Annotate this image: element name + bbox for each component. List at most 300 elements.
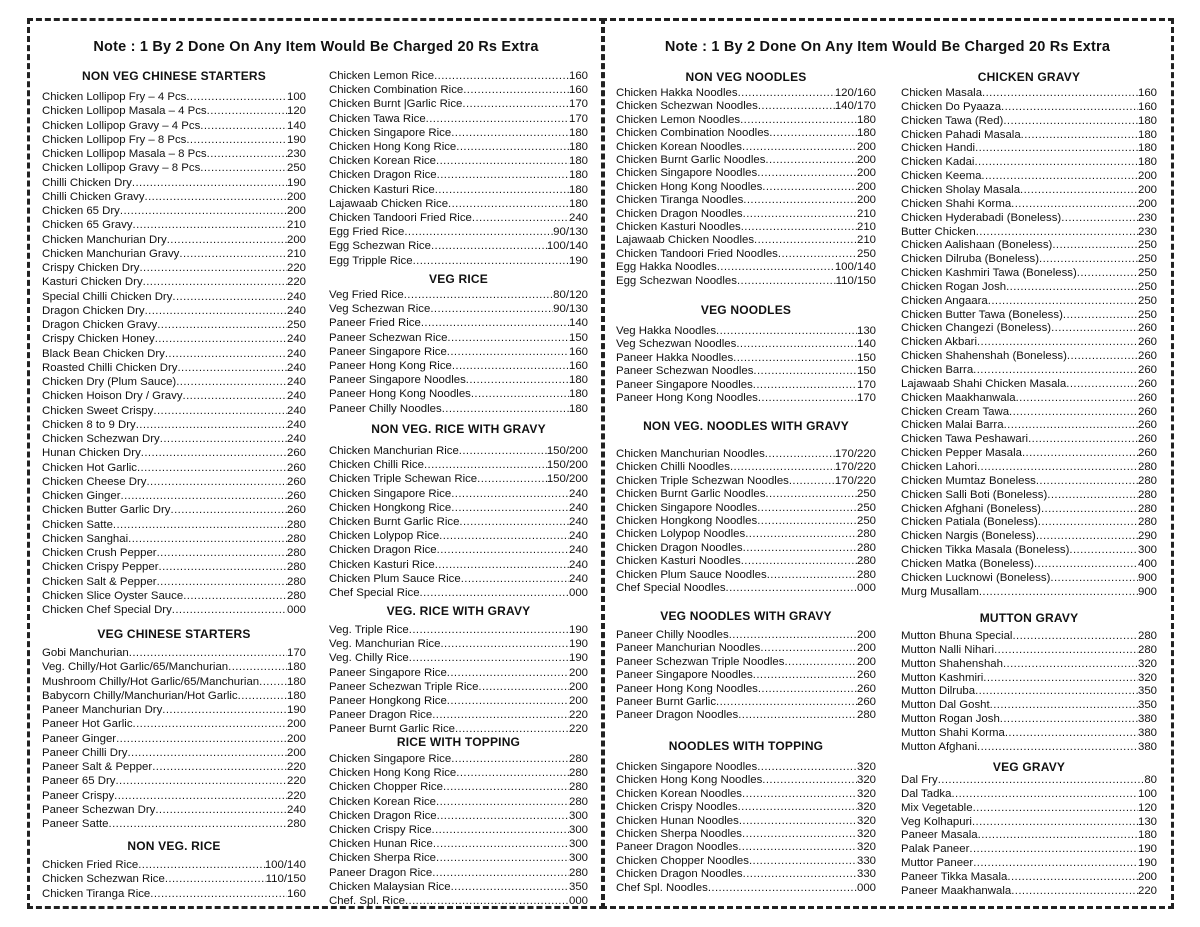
item-name: Chicken Aalishaan (Boneless) <box>901 239 1053 252</box>
dot-leader <box>186 90 287 104</box>
item-price: 210 <box>856 207 876 220</box>
dot-leader <box>447 666 569 680</box>
menu-item <box>616 642 876 655</box>
item-name: Egg Tripple Rice <box>329 254 413 267</box>
item-name: Paneer Schezwan Rice <box>329 331 448 344</box>
item-name: Chicken Hunan Noodles <box>616 814 739 827</box>
menu-item <box>616 154 876 167</box>
item-name: Chicken Hong Kong Noodles <box>616 774 763 787</box>
item-name: Kasturi Chicken Dry <box>42 276 143 289</box>
menu-item <box>329 373 588 387</box>
item-price: 280 <box>856 555 876 568</box>
menu-item <box>901 87 1157 101</box>
dot-leader <box>413 254 569 268</box>
dot-leader <box>159 560 287 574</box>
menu-item <box>616 788 876 801</box>
item-name: Chicken Handi <box>901 142 976 155</box>
menu-item <box>329 140 588 154</box>
dot-leader <box>451 752 569 766</box>
menu-panel-left <box>27 18 605 909</box>
item-name: Chicken Satte <box>42 518 113 531</box>
item-name: Chicken Rogan Josh <box>901 280 1007 293</box>
item-name: Chicken Patiala (Boneless) <box>901 516 1038 529</box>
menu-item <box>329 708 588 722</box>
item-name: Chicken Lollipop Masala – 4 Pcs <box>42 105 207 118</box>
item-price: 250 <box>1137 253 1157 266</box>
item-price: 300 <box>568 838 588 851</box>
item-price: 130 <box>1137 815 1157 828</box>
item-name: Paneer Fried Rice <box>329 317 421 330</box>
dot-leader <box>994 644 1138 658</box>
item-price: 200 <box>568 666 588 679</box>
item-name: Chicken Lucknowi (Boneless) <box>901 571 1051 584</box>
item-price: 000 <box>286 604 306 616</box>
item-name: Veg Schezwan Noodles <box>616 338 737 351</box>
dot-leader <box>133 218 287 232</box>
item-name: Veg. Triple Rice <box>329 624 409 636</box>
item-price: 200 <box>856 194 876 207</box>
item-price: 260 <box>1137 364 1157 376</box>
dot-leader <box>133 717 287 731</box>
dot-leader <box>451 126 569 140</box>
item-price: 260 <box>1137 377 1157 390</box>
item-name: Paneer Manchurian Dry <box>42 704 163 716</box>
dot-leader <box>1022 447 1138 461</box>
menu-item <box>42 803 306 817</box>
menu-item <box>329 809 588 823</box>
item-price: 260 <box>856 669 876 682</box>
menu-item <box>616 234 876 247</box>
menu-item <box>329 112 588 126</box>
dot-leader <box>973 857 1138 871</box>
dot-leader <box>113 518 287 532</box>
menu-item <box>42 446 306 460</box>
menu-item <box>901 267 1157 281</box>
item-name: Chicken Combination Rice <box>329 84 464 97</box>
dot-leader <box>421 316 569 330</box>
dot-leader <box>448 197 569 211</box>
item-name: Paneer Hong Kong Noodles <box>329 388 471 401</box>
dot-leader <box>765 154 857 167</box>
dot-leader <box>757 167 857 180</box>
item-price: 180 <box>568 388 588 401</box>
menu-item <box>616 569 876 582</box>
item-price: 250 <box>1137 280 1157 293</box>
menu-item <box>42 732 306 746</box>
menu-item <box>42 176 306 190</box>
dot-leader <box>132 176 287 190</box>
dot-leader <box>743 194 857 207</box>
item-price: 230 <box>1137 211 1157 224</box>
item-name: Paneer Hong Kong Rice <box>329 360 452 372</box>
menu-item <box>901 226 1157 240</box>
item-name: Paneer Satte <box>42 818 109 830</box>
item-price: 320 <box>856 828 876 840</box>
item-price: 380 <box>1137 713 1157 726</box>
dot-leader <box>434 69 569 83</box>
item-name: Chicken Salli Boti (Boneless) <box>901 488 1048 501</box>
item-price: 200 <box>856 642 876 655</box>
dot-leader <box>200 119 287 133</box>
dot-leader <box>437 809 569 823</box>
dot-leader <box>753 365 857 378</box>
item-price: 180 <box>568 197 588 210</box>
menu-item <box>616 448 876 461</box>
section-title: NOODLES WITH TOPPING <box>668 739 824 753</box>
item-price: 320 <box>856 841 876 854</box>
menu-item <box>329 83 588 97</box>
menu-item <box>616 761 876 774</box>
item-price: 180 <box>286 661 306 674</box>
menu-item <box>616 338 876 351</box>
dot-leader <box>983 672 1138 686</box>
item-price: 200 <box>286 233 306 246</box>
item-name: Mutton Bhuna Special <box>901 630 1013 642</box>
item-price: 180 <box>1137 128 1157 141</box>
item-name: Chicken 65 Dry <box>42 205 120 217</box>
item-name: Chicken Manchurian Dry <box>42 233 167 246</box>
item-name: Crispy Chicken Honey <box>42 333 155 346</box>
item-name: Chicken Burnt Garlic Rice <box>329 516 460 528</box>
menu-item <box>901 489 1157 503</box>
menu-item <box>42 603 306 617</box>
item-name: Paneer Maakhanwala <box>901 884 1012 897</box>
dot-leader <box>990 699 1138 713</box>
menu-item <box>616 502 876 515</box>
item-name: Chicken Sweet Crispy <box>42 404 154 417</box>
dot-leader <box>951 788 1138 802</box>
item-name: Chicken Tawa Peshawari <box>901 433 1029 446</box>
item-price: 170 <box>856 378 876 391</box>
item-name: Chicken Akbari <box>901 336 977 349</box>
item-price: 100 <box>286 91 306 103</box>
item-name: Chef Spl. Noodles <box>616 881 708 894</box>
item-price: 320 <box>1137 671 1157 684</box>
item-price: 260 <box>1137 350 1157 363</box>
item-name: Chicken Butter Tawa (Boneless) <box>901 308 1063 321</box>
dot-leader <box>207 147 287 161</box>
menu-item <box>901 447 1157 461</box>
item-price: 240 <box>568 487 588 500</box>
item-name: Chicken Lollipop Gravy – 4 Pcs <box>42 119 201 132</box>
item-name: Chicken Manchurian Rice <box>329 445 459 457</box>
dot-leader <box>741 555 857 568</box>
menu-item <box>42 261 306 275</box>
item-price: 180 <box>286 675 306 688</box>
menu-item <box>901 658 1157 672</box>
item-name: Chicken Chef Special Dry <box>42 604 172 616</box>
item-name: Dragon Chicken Gravy <box>42 319 158 331</box>
menu-item <box>329 837 588 851</box>
item-name: Paneer Schezwan Triple Noodles <box>616 655 785 668</box>
dot-leader <box>109 817 287 831</box>
menu-item <box>616 528 876 541</box>
menu-item <box>901 885 1157 899</box>
item-name: Paneer Singapore Rice <box>329 666 447 679</box>
section-title: RICE WITH TOPPING <box>396 735 521 749</box>
section-title: NON VEG NOODLES <box>685 70 807 84</box>
item-name: Chicken Hyderabadi (Boneless) <box>901 211 1062 224</box>
menu-item <box>616 127 876 140</box>
menu-item <box>901 741 1157 755</box>
dot-leader <box>435 183 569 197</box>
dot-leader <box>743 208 857 221</box>
menu-item <box>616 555 876 568</box>
item-name: Chicken Chilli Noodles <box>616 461 730 474</box>
item-price: 210 <box>286 247 306 260</box>
menu-item <box>329 254 588 268</box>
item-price: 250 <box>1137 308 1157 321</box>
dot-leader <box>976 226 1138 240</box>
item-price: 140 <box>286 119 306 132</box>
item-price: 280 <box>568 795 588 808</box>
item-price: 200 <box>1137 170 1157 183</box>
dot-leader <box>447 345 569 359</box>
menu-item <box>329 197 588 211</box>
item-name: Chicken Tandoori Fried Rice <box>329 212 472 224</box>
menu-item <box>42 675 306 689</box>
menu-item <box>42 161 306 175</box>
item-price: 100/140 <box>546 240 588 253</box>
dot-leader <box>459 444 547 458</box>
item-name: Egg Fried Rice <box>329 226 405 239</box>
item-name: Paneer Burnt Garlic Rice <box>329 723 455 736</box>
item-price: 280 <box>286 547 306 559</box>
menu-item <box>616 815 876 828</box>
item-name: Paneer Chilly Noodles <box>616 629 729 641</box>
item-name: Paneer Tikka Masala <box>901 870 1008 883</box>
menu-item <box>616 709 876 722</box>
dot-leader <box>740 114 857 127</box>
item-name: Black Bean Chicken Dry <box>42 347 165 360</box>
menu-item <box>329 168 588 182</box>
item-name: Chicken Lolypop Rice <box>329 530 440 543</box>
menu-item <box>616 882 876 895</box>
dot-leader <box>127 746 287 760</box>
item-name: Paneer Masala <box>901 829 978 842</box>
item-name: Chicken Korean Noodles <box>616 787 743 800</box>
item-name: Muttor Paneer <box>901 857 974 870</box>
item-name: Crispy Chicken Dry <box>42 262 140 274</box>
dot-leader <box>1036 475 1138 489</box>
menu-item <box>901 198 1157 212</box>
dot-leader <box>1001 101 1138 115</box>
dot-leader <box>1012 630 1138 644</box>
dot-leader <box>758 683 857 696</box>
menu-item <box>329 780 588 794</box>
menu-item <box>616 841 876 854</box>
dot-leader <box>447 694 569 708</box>
item-name: Chicken Malai Barra <box>901 419 1004 432</box>
item-name: Chicken Hong Kong Rice <box>329 767 457 780</box>
menu-item <box>616 696 876 709</box>
dot-leader <box>730 461 835 474</box>
item-name: Paneer Ginger <box>42 732 117 745</box>
item-name: Chicken Singapore Rice <box>329 753 452 765</box>
dot-leader <box>176 375 287 389</box>
item-name: Hunan Chicken Dry <box>42 447 141 460</box>
menu-item <box>901 727 1157 741</box>
item-name: Paneer Hakka Noodles <box>616 351 734 364</box>
item-name: Chicken Burnt Garlic Noodles <box>616 488 766 501</box>
menu-item <box>901 475 1157 489</box>
item-price: 240 <box>286 418 306 431</box>
item-price: 160 <box>1137 87 1157 99</box>
dot-leader <box>207 104 287 118</box>
item-price: 80/120 <box>553 289 588 301</box>
item-name: Paneer Hong Kong Noodles <box>616 682 758 695</box>
dot-leader <box>1011 198 1138 212</box>
item-name: Chicken Crispy Noodles <box>616 801 738 814</box>
dot-leader <box>157 546 287 560</box>
item-name: Chicken Cheese Dry <box>42 475 147 488</box>
menu-item <box>616 181 876 194</box>
item-price: 280 <box>1137 630 1157 642</box>
dot-leader <box>1063 309 1138 323</box>
dot-leader <box>1028 433 1138 447</box>
menu-item <box>42 717 306 731</box>
item-price: 240 <box>286 390 306 403</box>
dot-leader <box>461 572 569 586</box>
dot-leader <box>442 402 569 416</box>
menu-item <box>329 183 588 197</box>
menu-item <box>616 365 876 378</box>
item-price: 200 <box>1137 870 1157 883</box>
dot-leader <box>717 261 835 274</box>
menu-item <box>616 167 876 180</box>
item-name: Chicken Hunan Rice <box>329 838 433 851</box>
menu-item <box>616 629 876 642</box>
menu-item <box>42 147 306 161</box>
item-name: Mutton Shahi Korma <box>901 726 1005 739</box>
menu-item <box>329 239 588 253</box>
dot-leader <box>1067 350 1138 364</box>
dot-leader <box>749 855 857 868</box>
dot-leader <box>716 325 857 338</box>
item-name: Chicken Singapore Noodles <box>616 501 758 514</box>
dot-leader <box>128 532 287 546</box>
dot-leader <box>435 558 569 572</box>
dot-leader <box>736 338 857 351</box>
item-price: 160 <box>568 70 588 82</box>
item-price: 210 <box>856 221 876 233</box>
menu-item <box>329 795 588 809</box>
dot-leader <box>726 582 857 595</box>
item-name: Chicken Plum Sauce Rice <box>329 572 461 585</box>
dot-leader <box>167 233 287 247</box>
item-name: Chicken Singapore Rice <box>329 126 452 139</box>
item-price: 120/160 <box>834 87 876 99</box>
menu-item <box>42 532 306 546</box>
section-title: NON VEG. RICE WITH GRAVY <box>371 422 546 436</box>
item-price: 320 <box>856 814 876 827</box>
item-price: 240 <box>568 544 588 557</box>
item-price: 170 <box>568 98 588 111</box>
item-price: 330 <box>856 868 876 881</box>
item-name: Paneer Chilly Noodles <box>329 402 442 415</box>
item-name: Mutton Dilruba <box>901 685 976 698</box>
menu-item <box>42 872 306 886</box>
item-name: Chicken Lolypop Noodles <box>616 528 746 541</box>
dot-leader <box>155 332 287 346</box>
item-name: Chicken Chilli Rice <box>329 459 424 472</box>
item-price: 80 <box>1144 774 1157 786</box>
dot-leader <box>157 318 287 332</box>
item-name: Chicken Keema <box>901 170 982 183</box>
item-price: 280 <box>1137 474 1157 487</box>
item-price: 190 <box>1137 857 1157 870</box>
item-price: 280 <box>1137 643 1157 656</box>
item-name: Chilli Chicken Gravy <box>42 190 145 203</box>
item-name: Chicken Shahenshah (Boneless) <box>901 350 1067 363</box>
item-price: 900 <box>1137 585 1157 598</box>
item-name: Chicken Pahadi Masala <box>901 128 1021 141</box>
menu-item <box>329 225 588 239</box>
item-price: 200 <box>568 680 588 693</box>
item-name: Mutton Shahenshah <box>901 657 1003 670</box>
item-price: 250 <box>856 501 876 514</box>
item-price: 130 <box>856 325 876 337</box>
dot-leader <box>409 623 569 637</box>
item-name: Chicken Burnt |Garlic Rice <box>329 98 463 111</box>
item-price: 170 <box>568 112 588 125</box>
item-name: Lajawaab Chicken Rice <box>329 197 449 210</box>
item-price: 160 <box>1137 100 1157 113</box>
menu-item <box>901 101 1157 115</box>
item-name: Veg Kolhapuri <box>901 815 972 828</box>
item-price: 170/220 <box>834 448 876 460</box>
dot-leader <box>977 461 1138 475</box>
item-name: Chicken Kadai <box>901 156 975 169</box>
dot-leader <box>436 154 569 168</box>
dot-leader <box>177 361 287 375</box>
dot-leader <box>462 97 569 111</box>
item-price: 240 <box>568 572 588 585</box>
dot-leader <box>431 239 547 253</box>
menu-item <box>329 851 588 865</box>
item-name: Paneer Dragon Noodles <box>616 709 739 722</box>
dot-leader <box>1051 322 1138 336</box>
item-price: 280 <box>1137 488 1157 501</box>
item-name: Mutton Rogan Josh <box>901 713 1000 726</box>
item-name: Chicken Crush Pepper <box>42 547 157 559</box>
menu-item <box>616 275 876 288</box>
menu-item <box>329 359 588 373</box>
dot-leader <box>139 261 287 275</box>
dot-leader <box>162 703 287 717</box>
menu-item <box>616 582 876 595</box>
dot-leader <box>120 204 287 218</box>
item-price: 180 <box>568 126 588 139</box>
dot-leader <box>1069 544 1138 558</box>
item-price: 180 <box>568 183 588 196</box>
menu-item <box>616 515 876 528</box>
item-name: Babycorn Chilly/Manchurian/Hot Garlic <box>42 689 238 702</box>
item-price: 250 <box>856 515 876 527</box>
menu-item <box>329 402 588 416</box>
menu-item <box>901 392 1157 406</box>
menu-item <box>616 379 876 392</box>
dot-leader <box>1006 281 1138 295</box>
menu-item <box>42 689 306 703</box>
section-title: VEG. RICE WITH GRAVY <box>386 604 531 618</box>
dot-leader <box>238 689 287 703</box>
item-name: Lajawaab Chicken Noodles <box>616 234 755 247</box>
menu-item <box>901 503 1157 517</box>
item-price: 120 <box>286 105 306 118</box>
item-name: Chilli Chicken Dry <box>42 176 132 189</box>
item-price: 260 <box>286 461 306 474</box>
